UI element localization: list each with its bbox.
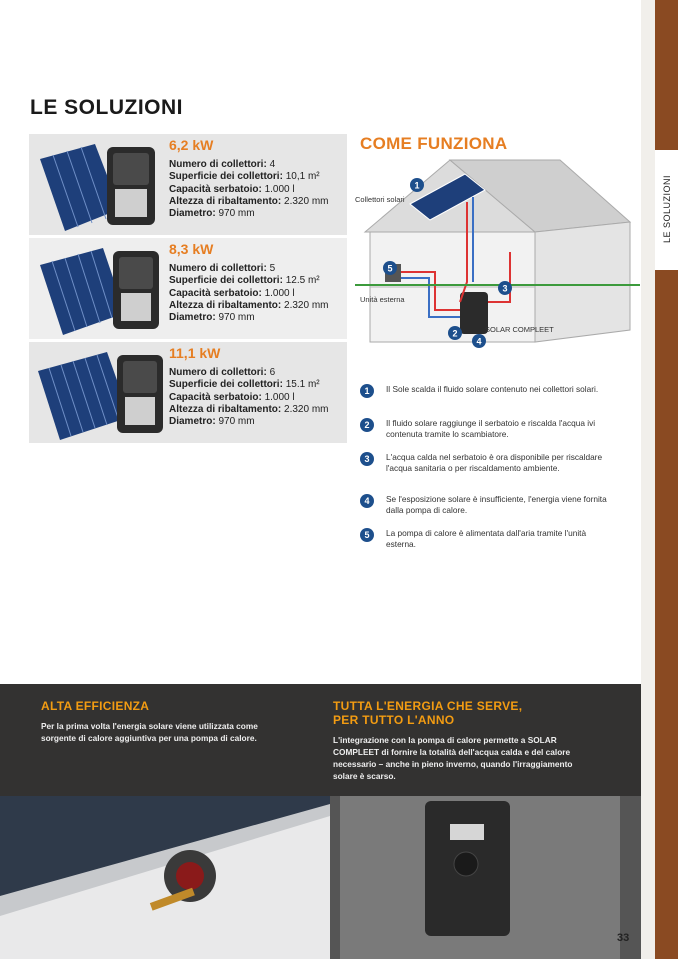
svg-text:3: 3 [502,283,508,294]
how-step: 1 Il Sole scalda il fluido solare contenuto nei collettori solari. [360,384,630,418]
band-right-text: L'integrazione con la pompa di calore permette a SOLAR COMPLEET di fornire la totalità dell'acqua calda e del calore necessario – anche in pieno inverno, quando l'irraggiamento solare è scarso. [333,735,573,781]
svg-text:5: 5 [387,263,393,274]
section-tab [655,150,678,270]
product-image [35,243,180,337]
product-image [35,139,180,233]
band-left-text: Per la prima volta l'energia solare viene utilizzata come sorgente di calore aggiuntiva per una pompa di calore. [41,721,258,743]
svg-text:2: 2 [452,328,458,339]
how-step: 5 La pompa di calore è alimentata dall'aria tramite l'unità esterna. [360,528,630,562]
svg-text:4: 4 [476,336,482,347]
product-power: 6,2 kW [169,137,214,153]
product-photos [0,796,641,959]
house-diagram [355,152,640,362]
product-row [29,342,347,443]
product-specs: Numero di collettori: 4 Superficie dei collettori: 10,1 m² Capacità serbatoio: 1.000 l Altezza di ribaltamento: 2.320 mm Diametro: 970 mm [169,159,329,220]
product-specs: Numero di collettori: 6 Superficie dei collettori: 15.1 m² Capacità serbatoio: 1.000 l Altezza di ribaltamento: 2.320 mm Diametro: 970 mm [169,367,329,428]
feature-band [0,684,641,796]
product-row [29,134,347,235]
band-left-heading: ALTA EFFICIENZA [41,699,150,713]
product-image [35,347,180,441]
how-step: 3 L'acqua calda nel serbatoio è ora disponibile per riscaldare l'acqua sanitaria o per riscaldamento ambiente. [360,452,630,494]
section-tab-label: LE SOLUZIONI [662,175,672,244]
svg-text:SOLAR COMPLEET: SOLAR COMPLEET [485,325,554,334]
product-specs: Numero di collettori: 5 Superficie dei collettori: 12.5 m² Capacità serbatoio: 1.000 l Altezza di ribaltamento: 2.320 mm Diametro: 970 mm [169,263,329,324]
product-power: 8,3 kW [169,241,214,257]
how-step: 2 Il fluido solare raggiunge il serbatoio e riscalda l'acqua ivi contenuta tramite lo scambiatore. [360,418,630,452]
page-number: 33 [617,932,630,944]
how-it-works-title: COME FUNZIONA [360,134,508,153]
band-right-heading-1: TUTTA L'ENERGIA CHE SERVE, [333,699,523,713]
page-title: LE SOLUZIONI [30,96,183,119]
how-steps [360,384,630,562]
section-sidebar [641,0,678,959]
svg-text:Collettori solari: Collettori solari [355,195,405,204]
how-step: 4 Se l'esposizione solare è insufficiente, l'energia viene fornita dalla pompa di calore. [360,494,630,528]
band-right-heading-2: PER TUTTO L'ANNO [333,713,455,727]
svg-text:1: 1 [414,180,420,191]
product-power: 11,1 kW [169,345,221,361]
svg-text:Unità esterna: Unità esterna [360,295,405,304]
product-row [29,238,347,339]
